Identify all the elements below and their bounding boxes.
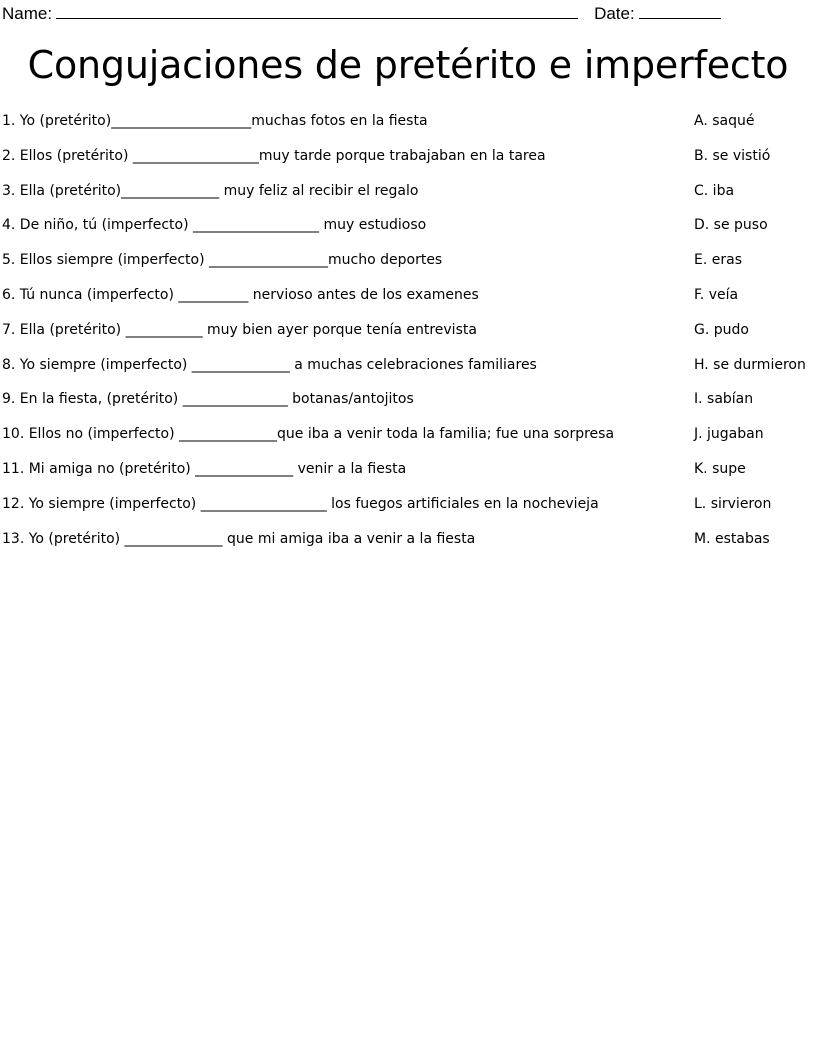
- qa-row: [0, 356, 816, 391]
- page-title: Congujaciones de pretérito e imperfecto: [27, 43, 789, 87]
- question-item[interactable]: 10. Ellos no (imperfecto) ______________que iba a venir toda la familia; fue una sorpresa: [2, 426, 615, 443]
- answer-option[interactable]: H. se durmieron: [694, 356, 806, 373]
- answer-option[interactable]: I. sabían: [694, 391, 754, 408]
- qa-row: [0, 216, 816, 251]
- question-item[interactable]: 4. De niño, tú (imperfecto) __________________ muy estudioso: [2, 217, 427, 234]
- question-item[interactable]: 6. Tú nunca (imperfecto) __________ nervioso antes de los examenes: [2, 286, 479, 303]
- question-item[interactable]: 11. Mi amiga no (pretérito) ______________ venir a la fiesta: [2, 460, 407, 477]
- answer-option[interactable]: J. jugaban: [694, 426, 764, 443]
- qa-row: [0, 286, 816, 321]
- qa-row: [0, 460, 816, 495]
- question-item[interactable]: 9. En la fiesta, (pretérito) _______________ botanas/antojitos: [2, 391, 414, 408]
- qa-row: [0, 251, 816, 286]
- qa-row: [0, 112, 816, 147]
- answer-option[interactable]: E. eras: [694, 252, 742, 269]
- answer-option[interactable]: K. supe: [694, 460, 746, 477]
- qa-row: [0, 390, 816, 425]
- question-item[interactable]: 5. Ellos siempre (imperfecto) _________________mucho deportes: [2, 252, 443, 269]
- question-item[interactable]: 8. Yo siempre (imperfecto) ______________ a muchas celebraciones familiares: [2, 356, 537, 373]
- date-label: Date:: [594, 4, 635, 23]
- question-item[interactable]: 13. Yo (pretérito) ______________ que mi amiga iba a venir a la fiesta: [2, 530, 476, 547]
- answer-option[interactable]: L. sirvieron: [694, 495, 772, 512]
- answer-option[interactable]: C. iba: [694, 182, 735, 199]
- qa-row: [0, 425, 816, 460]
- name-input[interactable]: [56, 5, 578, 19]
- question-item[interactable]: 2. Ellos (pretérito) __________________muy tarde porque trabajaban en la tarea: [2, 147, 546, 164]
- answer-option[interactable]: A. saqué: [694, 113, 755, 129]
- answer-option[interactable]: B. se vistió: [694, 147, 771, 164]
- answer-option[interactable]: G. pudo: [694, 321, 749, 338]
- question-item[interactable]: 7. Ella (pretérito) ___________ muy bien ayer porque tenía entrevista: [2, 321, 477, 338]
- date-input[interactable]: [639, 5, 721, 19]
- qa-row: [0, 495, 816, 530]
- answer-option[interactable]: F. veía: [694, 286, 739, 303]
- qa-row: [0, 182, 816, 217]
- question-item[interactable]: 1. Yo (pretérito)____________________muchas fotos en la fiesta: [2, 113, 428, 129]
- answer-option[interactable]: D. se puso: [694, 217, 768, 234]
- name-label: Name:: [2, 4, 53, 23]
- qa-row: [0, 147, 816, 182]
- question-item[interactable]: 3. Ella (pretérito)______________ muy feliz al recibir el regalo: [2, 182, 419, 199]
- qa-row: [0, 530, 816, 565]
- student-info-header: [2, 4, 814, 24]
- question-item[interactable]: 12. Yo siempre (imperfecto) __________________ los fuegos artificiales en la nochevieja: [2, 495, 599, 512]
- worksheet-body: [0, 112, 816, 564]
- qa-row: [0, 321, 816, 356]
- answer-option[interactable]: M. estabas: [694, 530, 770, 547]
